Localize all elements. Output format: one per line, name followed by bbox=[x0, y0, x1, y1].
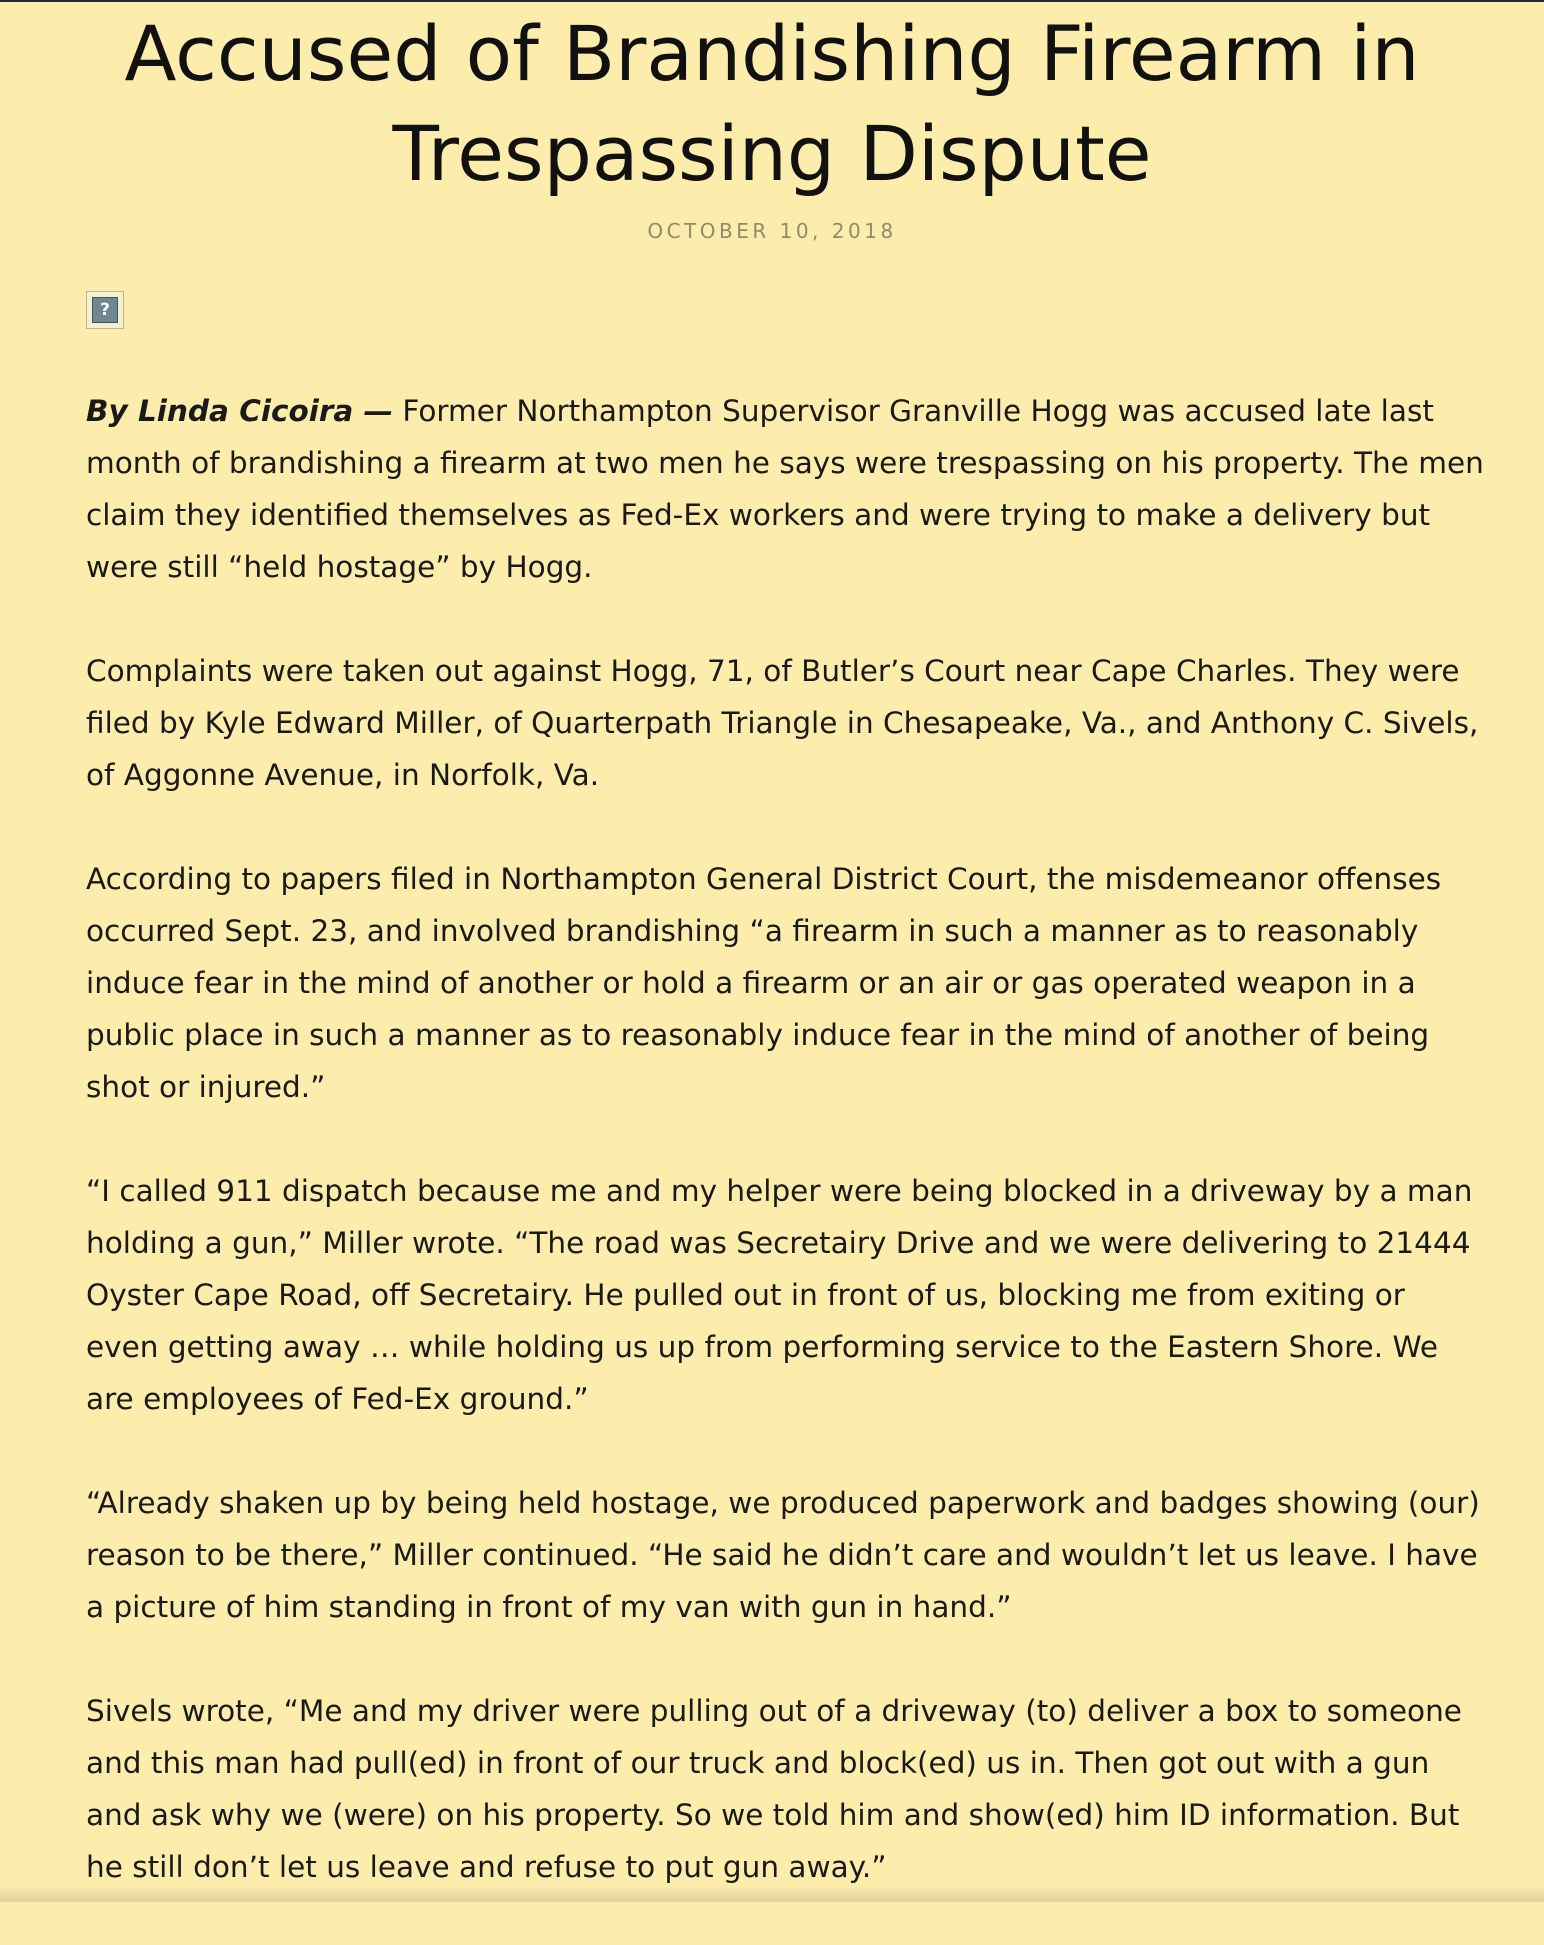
paragraph-3: According to papers filed in Northampton General District Court, the misdemeanor offenses occurred Sept. 23, and involved brandishing “a firearm in such a manner as to reasonably induce fear in the mind of another or hold a firearm or an air or gas operated weapon in a public place in such a manner as to reasonably induce fear in the mind of another of being shot or injured.” bbox=[86, 862, 1442, 1104]
article-body bbox=[86, 385, 1486, 1945]
paragraph-text: Former Northampton Supervisor Granville Hogg was accused late last month of brandishing a firearm at two men he says were trespassing on his property. The men claim they identified themselves as Fed-Ex workers and were trying to make a delivery but were still “held hostage” by Hogg. bbox=[86, 394, 1484, 584]
paragraph-1 bbox=[86, 385, 1486, 593]
byline: By Linda Cicoira — bbox=[86, 394, 394, 428]
bottom-shadow bbox=[0, 1886, 1544, 1902]
paragraph-4: “I called 911 dispatch because me and my helper were being blocked in a driveway by a man holding a gun,” Miller wrote. “The road was Secretairy Drive and we were delivering to 21444 Oyster Cape Road, off Secretairy. He pulled out in front of us, blocking me from exiting or even getting away … while holding us up from performing service to the Eastern Shore. We are employees of Fed-Ex ground.” bbox=[86, 1174, 1473, 1416]
broken-image-icon: ? bbox=[92, 297, 118, 323]
article-title: Accused of Brandishing Firearm in Trespassing Dispute bbox=[124, 9, 1420, 198]
paragraph-5: “Already shaken up by being held hostage, we produced paperwork and badges showing (our) reason to be there,” Miller continued. “He said he didn’t care and wouldn’t let us leave. I have a picture of him standing in front of my van with gun in hand.” bbox=[86, 1486, 1480, 1624]
paragraph-6: Sivels wrote, “Me and my driver were pulling out of a driveway (to) deliver a box to someone and this man had pull(ed) in front of our truck and block(ed) us in. Then got out with a gun and ask why we (were) on his property. So we told him and show(ed) him ID information. But he still don’t let us leave and refuse to put gun away.” bbox=[86, 1694, 1462, 1884]
paragraph-2: Complaints were taken out against Hogg, 71, of Butler’s Court near Cape Charles. They were filed by Kyle Edward Miller, of Quarterpath Triangle in Chesapeake, Va., and Anthony C. Sivels, of Aggonne Avenue, in Norfolk, Va. bbox=[86, 654, 1479, 792]
article-date: OCTOBER 10, 2018 bbox=[647, 219, 897, 243]
article-image[interactable] bbox=[86, 291, 124, 329]
